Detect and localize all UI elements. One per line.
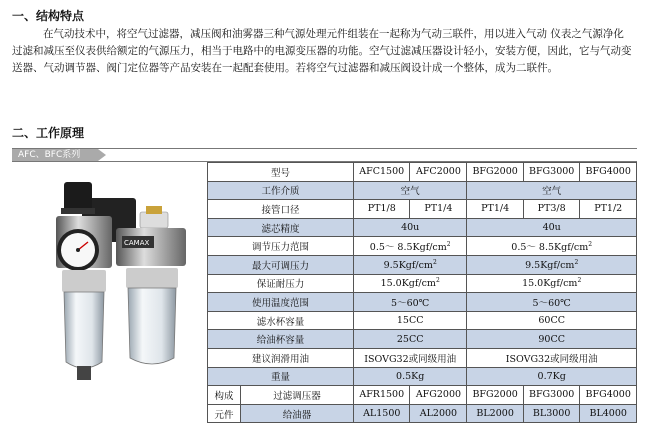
- port-cell: PT1/4: [467, 200, 524, 219]
- component-cell: BL4000: [580, 404, 637, 423]
- row-label: 使用温度范围: [208, 293, 354, 312]
- drain-valve: [77, 366, 91, 380]
- row-label: 滤芯精度: [208, 218, 354, 237]
- bfc-cell: 0.7Kg: [467, 367, 637, 386]
- afc-cell: 40u: [354, 218, 467, 237]
- product-photo: [22, 172, 197, 412]
- component-side-label-1: 构成: [208, 386, 241, 405]
- row-label: 建议润滑用油: [208, 348, 354, 367]
- series-tab-bar: [12, 148, 637, 162]
- afc-cell: $15.0Kgf/cm^2$: [354, 274, 467, 293]
- model-cell: BFG3000: [523, 163, 580, 182]
- component-cell: BFG4000: [580, 386, 637, 405]
- structure-paragraph: 在气动技术中，将空气过滤器，减压阀和油雾器三种气源处理元件组装在一起称为气动三联件，用以进入气动 仪表之气源净化过滤和减压至仪表供给额定的气源压力，相当于电路中的电源变压器的功能。空气过滤减压器设计轻小，安装方便，因此，它与气动变送器、气动调节器、阀门定位器等产品安装在一起配套使用。若将空气过滤器和减压阀设计成一个整体，成为二联件。: [12, 28, 632, 74]
- component-cell: BL2000: [467, 404, 524, 423]
- port-cell: PT1/8: [354, 200, 410, 219]
- component-cell: AFR1500: [354, 386, 410, 405]
- row-label: 最大可调压力: [208, 255, 354, 274]
- spec-table: [207, 162, 637, 423]
- afc-cell: 空气: [354, 181, 467, 200]
- afc-cell: 25CC: [354, 330, 467, 349]
- bfc-cell: 空气: [467, 181, 637, 200]
- component-cell: BL3000: [523, 404, 580, 423]
- row-label: 接管口径: [208, 200, 354, 219]
- lubricator-bowl: [128, 288, 176, 364]
- component-cell: BFG3000: [523, 386, 580, 405]
- bfc-cell: 90CC: [467, 330, 637, 349]
- row-label: 滤水杯容量: [208, 311, 354, 330]
- filter-bowl: [64, 292, 104, 368]
- section-1-title: 一、结构特点: [12, 9, 85, 23]
- model-cell: AFC2000: [410, 163, 467, 182]
- afc-cell: 0.5Kg: [354, 367, 467, 386]
- bfc-cell: $15.0Kgf/cm^2$: [467, 274, 637, 293]
- bfc-cell: 5～60℃: [467, 293, 637, 312]
- afc-cell: 5～60℃: [354, 293, 467, 312]
- row-label: 给油杯容量: [208, 330, 354, 349]
- row-label: 保证耐压力: [208, 274, 354, 293]
- component-cell: AFG2000: [410, 386, 467, 405]
- series-tab: AFC、BFC系列: [12, 149, 98, 161]
- bfc-cell: ISOVG32或同级用油: [467, 348, 637, 367]
- port-cell: PT1/4: [410, 200, 467, 219]
- row-label: 重量: [208, 367, 354, 386]
- regulator-knob: [64, 182, 92, 212]
- afc-cell: 15CC: [354, 311, 467, 330]
- model-label: 型号: [208, 163, 354, 182]
- component-side-label-2: 元件: [208, 404, 241, 423]
- component-cell: AL1500: [354, 404, 410, 423]
- component-cell: BFG2000: [467, 386, 524, 405]
- regulator-knob-base: [61, 208, 95, 214]
- row-label: 工作介质: [208, 181, 354, 200]
- row-label: 过滤调压器: [241, 386, 354, 405]
- component-cell: AL2000: [410, 404, 467, 423]
- port-cell: PT1/2: [580, 200, 637, 219]
- afc-cell: $9.5Kgf/cm^2$: [354, 255, 467, 274]
- lubricator-cap: [140, 212, 168, 228]
- afc-cell: ISOVG32或同级用油: [354, 348, 467, 367]
- bfc-cell: $9.5Kgf/cm^2$: [467, 255, 637, 274]
- model-cell: BFG2000: [467, 163, 524, 182]
- oil-plug: [146, 206, 162, 214]
- port-cell: PT3/8: [523, 200, 580, 219]
- row-label: 给油器: [241, 404, 354, 423]
- bfc-cell: 60CC: [467, 311, 637, 330]
- row-label: 调节压力范围: [208, 237, 354, 256]
- bfc-cell: 40u: [467, 218, 637, 237]
- model-cell: AFC1500: [354, 163, 410, 182]
- brand-label: CAMAX: [124, 239, 150, 247]
- afc-cell: 0.5～ $8.5Kgf/cm^2$: [354, 237, 467, 256]
- bfc-cell: 0.5～ $8.5Kgf/cm^2$: [467, 237, 637, 256]
- section-2-title: 二、工作原理: [12, 126, 85, 140]
- model-cell: BFG4000: [580, 163, 637, 182]
